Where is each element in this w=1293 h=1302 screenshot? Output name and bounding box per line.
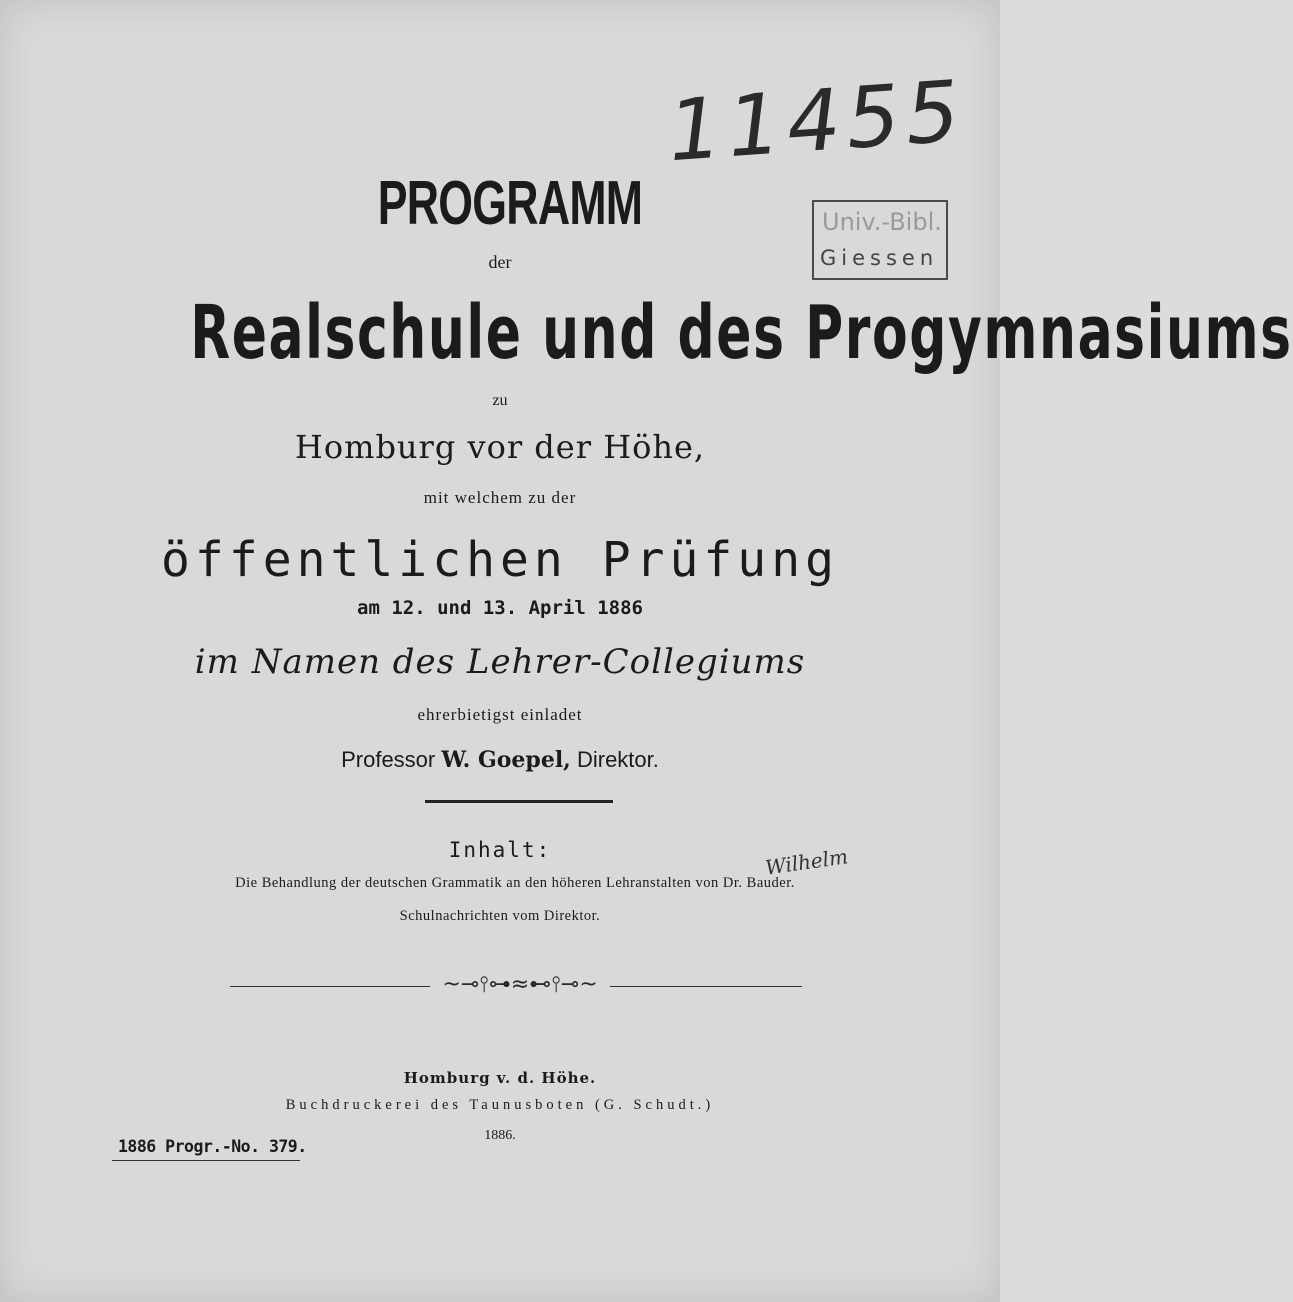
divider-rule bbox=[425, 800, 613, 803]
pruefung-heading: öffentlichen Prüfung bbox=[161, 532, 839, 588]
director-name: W. Goepel, bbox=[441, 747, 571, 773]
einladet-line: ehrerbietigst einladet bbox=[417, 705, 583, 724]
imprint-printer: Buchdruckerei des Taunusboten (G. Schudt.) bbox=[285, 1097, 715, 1113]
director-prefix: Professor bbox=[341, 747, 436, 772]
ornament-line-left bbox=[230, 986, 430, 987]
title-zu: zu bbox=[492, 392, 508, 409]
ornament-line-right bbox=[610, 986, 802, 987]
handwritten-accession-number: 11455 bbox=[664, 61, 969, 181]
imprint-year: 1886. bbox=[484, 1128, 516, 1143]
director-suffix: Direktor. bbox=[576, 747, 659, 772]
ornament-icon: ~⊸⫯⊶≈⊷⫯⊸~ bbox=[442, 972, 598, 997]
namen-line: im Namen des Lehrer-Collegiums bbox=[194, 642, 806, 682]
catalog-underline bbox=[112, 1160, 300, 1161]
title-programm: PROGRAMM bbox=[377, 169, 643, 238]
stamp-line-2: Giessen bbox=[820, 246, 939, 270]
catalog-number: 1886 Progr.-No. 379. bbox=[118, 1137, 307, 1156]
title-der: der bbox=[488, 252, 512, 272]
handwritten-annotation: Wilhelm bbox=[763, 844, 850, 880]
city-name: Homburg vor der Höhe, bbox=[294, 428, 706, 466]
contents-item-1: Die Behandlung der deutschen Grammatik an den höheren Lehranstalten von Dr. Bauder. bbox=[235, 875, 795, 891]
contents-item-2: Schulnachrichten vom Direktor. bbox=[399, 908, 601, 924]
contents-heading: Inhalt: bbox=[448, 838, 552, 862]
stamp-line-1: Univ.-Bibl. bbox=[822, 208, 942, 236]
mit-welchem-line: mit welchem zu der bbox=[423, 488, 577, 507]
exam-date: am 12. und 13. April 1886 bbox=[357, 597, 643, 619]
director-line bbox=[0, 747, 1000, 773]
school-name: Realschule und des Progymnasiums bbox=[190, 290, 1293, 376]
imprint-place: Homburg v. d. Höhe. bbox=[403, 1069, 597, 1087]
